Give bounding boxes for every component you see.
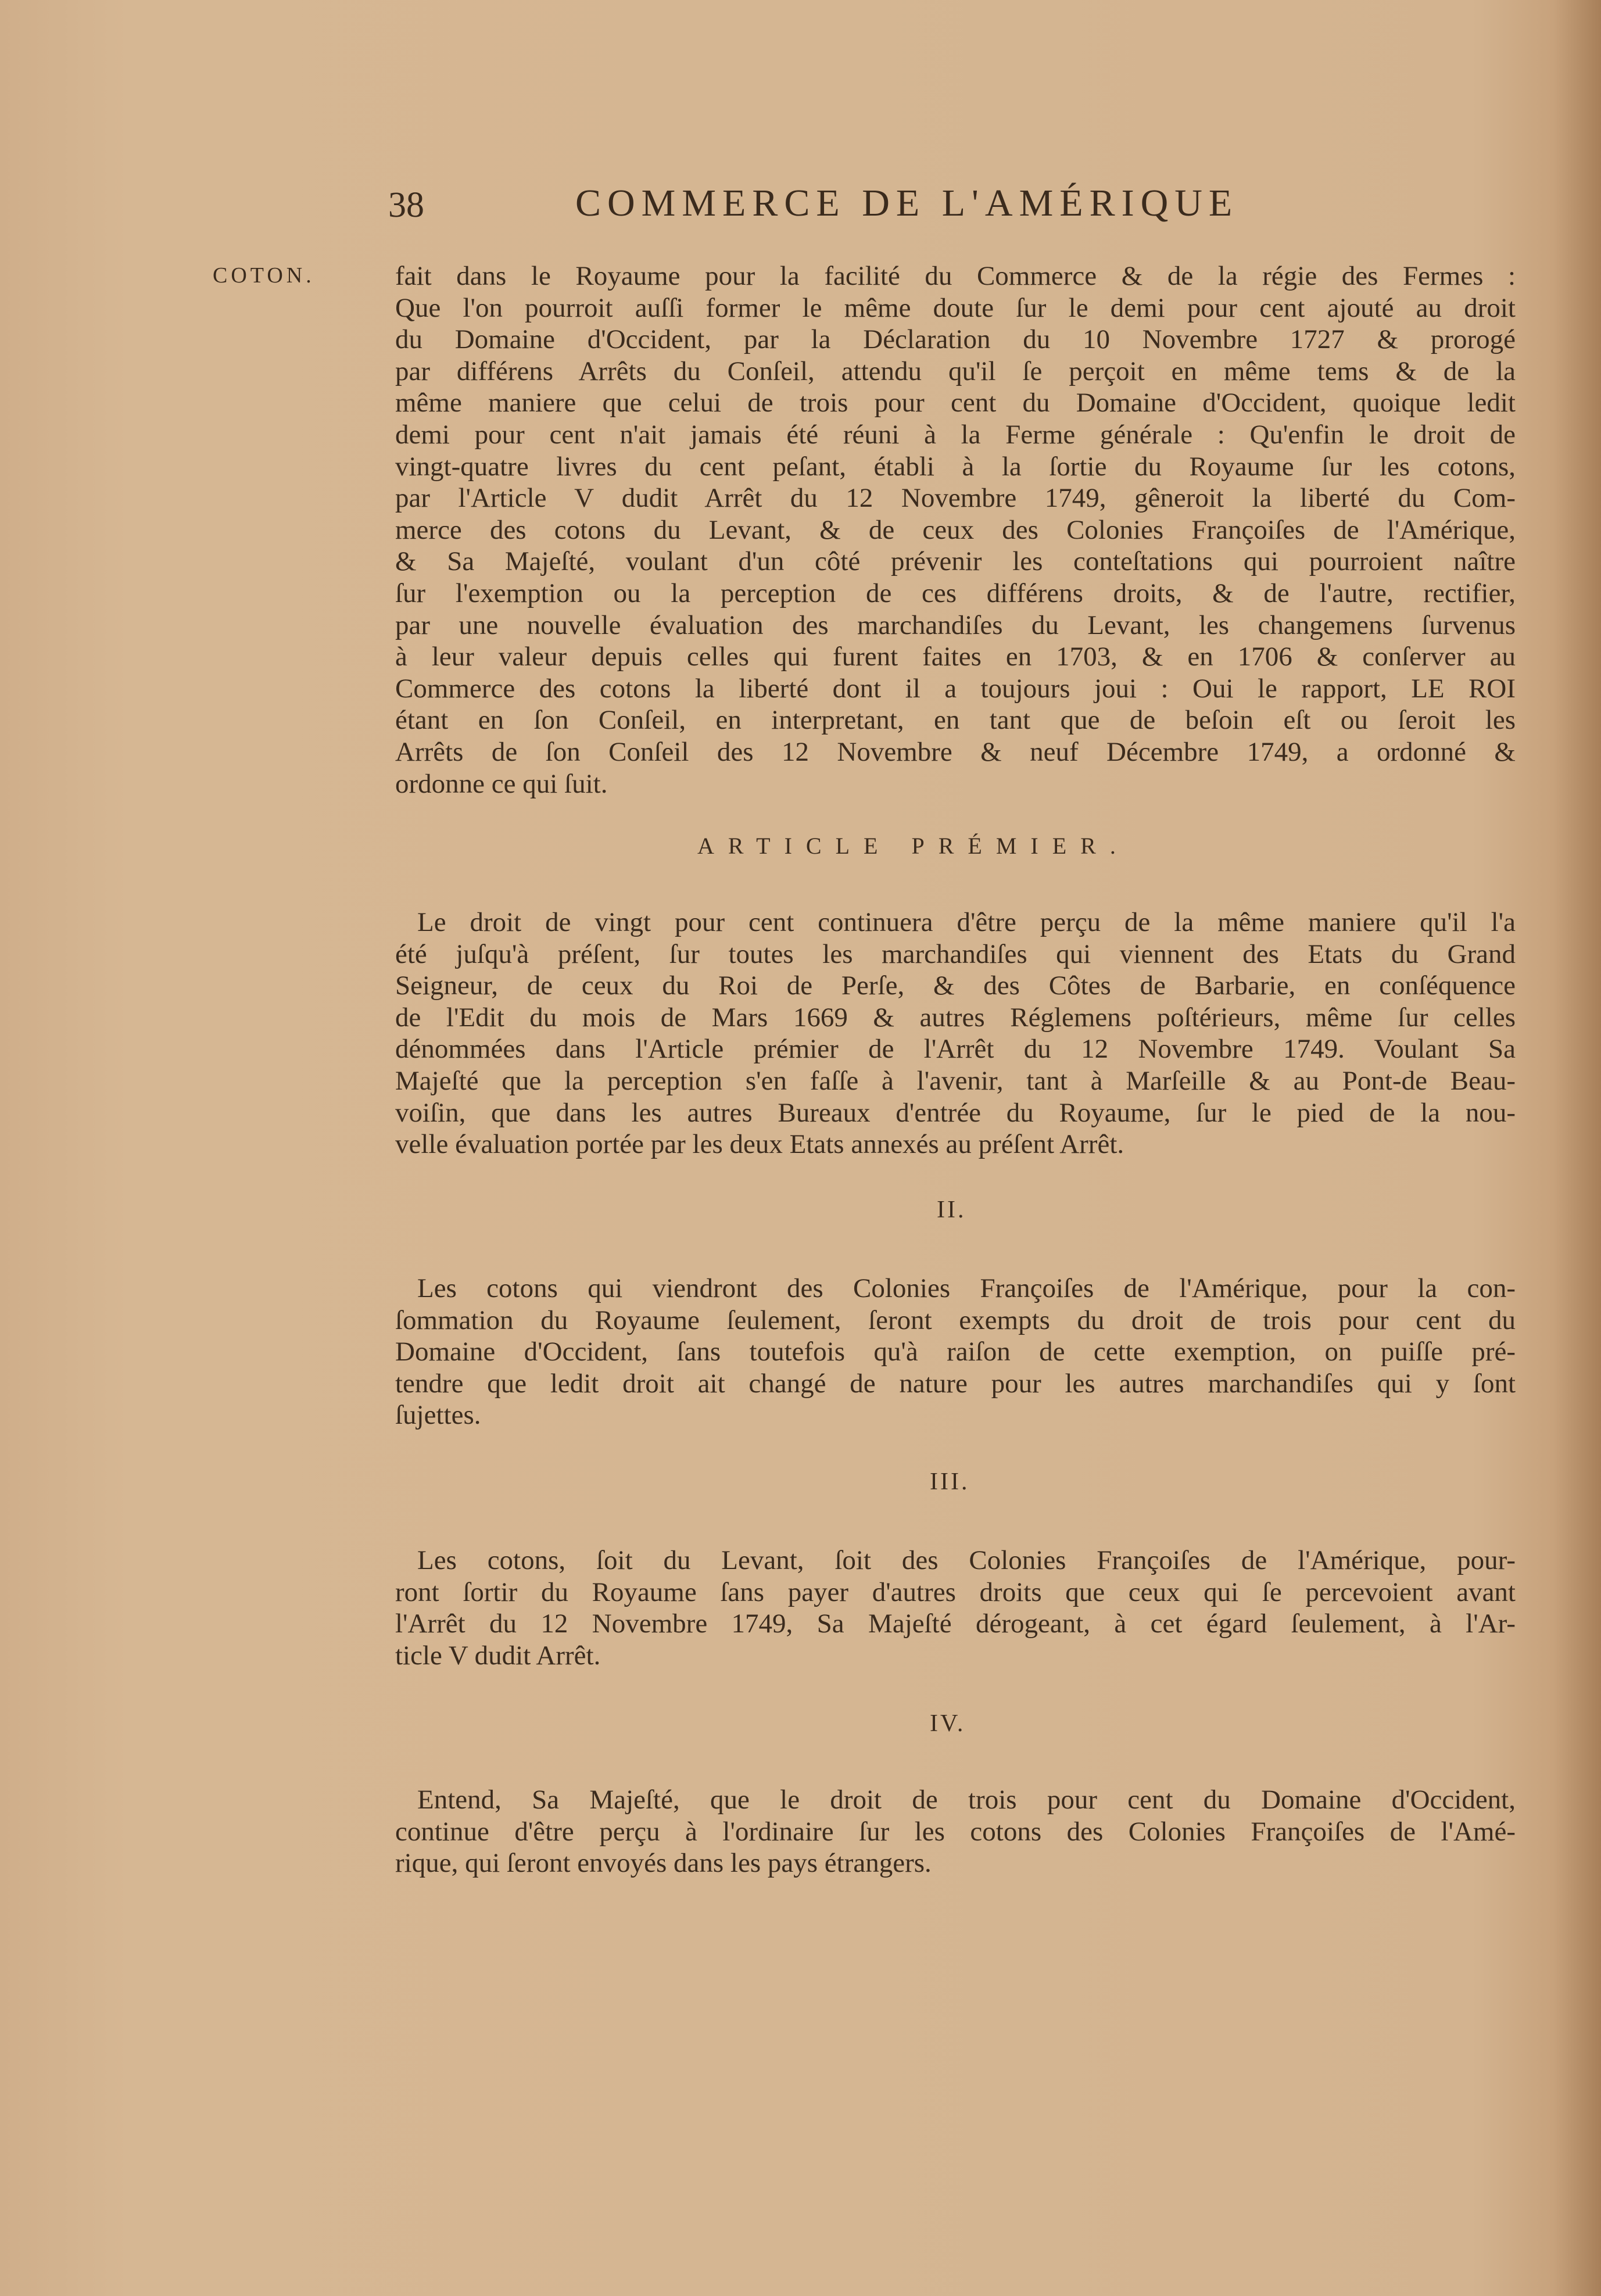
text-line: l'Arrêt du 12 Novembre 1749, Sa Majeſté dérogeant, à cet égard ſeulement, à l'Ar- <box>395 1609 1516 1639</box>
running-title: COMMERCE DE L'AMÉRIQUE <box>575 182 1239 224</box>
article-1-heading: ARTICLE PRÉMIER. <box>697 833 1130 859</box>
text-line: Majeſté que la perception s'en faſſe à l'avenir, tant à Marſeille & au Pont-de Beau- <box>395 1065 1516 1096</box>
text-line: été juſqu'à préſent, ſur toutes les marchandiſes qui viennent des Etats du Grand <box>395 939 1516 969</box>
article-3-heading: III. <box>930 1468 970 1495</box>
text-line: vingt-quatre livres du cent peſant, établi à la ſortie du Royaume ſur les cotons, <box>395 451 1516 482</box>
text-line: Domaine d'Occident, ſans toutefois qu'à raiſon de cette exemption, on puiſſe pré- <box>395 1337 1516 1367</box>
text-line: demi pour cent n'ait jamais été réuni à la Ferme générale : Qu'enfin le droit de <box>395 419 1516 450</box>
text-line: par une nouvelle évaluation des marchandiſes du Levant, les changemens ſurvenus <box>395 610 1516 640</box>
page-number: 38 <box>388 185 424 225</box>
text-line: par l'Article V dudit Arrêt du 12 Novembre 1749, gêneroit la liberté du Com- <box>395 483 1516 514</box>
text-line: dénommées dans l'Article prémier de l'Arrêt du 12 Novembre 1749. Voulant Sa <box>395 1034 1516 1065</box>
text-line: ſur l'exemption ou la perception de ces différens droits, & de l'autre, rectifier, <box>395 578 1516 608</box>
text-line: merce des cotons du Levant, & de ceux des Colonies Françoiſes de l'Amérique, <box>395 514 1516 545</box>
article-4-paragraph <box>395 1784 1516 1879</box>
text-line: tendre que ledit droit ait changé de nature pour les autres marchandiſes qui y ſont <box>395 1368 1516 1399</box>
text-line: ordonne ce qui ſuit. <box>395 768 608 799</box>
article-1-paragraph <box>395 907 1516 1160</box>
text-line: Commerce des cotons la liberté dont il a toujours joui : Oui le rapport, LE ROI <box>395 673 1516 704</box>
text-line: à leur valeur depuis celles qui furent faites en 1703, & en 1706 & conſerver au <box>395 642 1516 672</box>
article-4-heading: IV. <box>930 1710 966 1737</box>
text-line: de l'Edit du mois de Mars 1669 & autres Réglemens poſtérieurs, même ſur celles <box>395 1002 1516 1033</box>
text-line: & Sa Majeſté, voulant d'un côté prévenir les conteſtations qui pourroient naître <box>395 546 1516 577</box>
preamble-paragraph <box>395 260 1516 800</box>
text-line: Les cotons, ſoit du Levant, ſoit des Colonies Françoiſes de l'Amérique, pour- <box>417 1545 1516 1575</box>
text-line: Seigneur, de ceux du Roi de Perſe, & des Côtes de Barbarie, en conſéquence <box>395 970 1516 1001</box>
text-line: ſujettes. <box>395 1400 481 1431</box>
text-line: étant en ſon Conſeil, en interpretant, en tant que de beſoin eſt ou ſeroit les <box>395 705 1516 736</box>
text-line: Entend, Sa Majeſté, que le droit de trois pour cent du Domaine d'Occident, <box>417 1785 1516 1815</box>
text-line: ront ſortir du Royaume ſans payer d'autres droits que ceux qui ſe percevoient avant <box>395 1577 1516 1607</box>
text-line: fait dans le Royaume pour la facilité du Commerce & de la régie des Fermes : <box>395 261 1516 291</box>
text-line: ticle V dudit Arrêt. <box>395 1640 601 1671</box>
text-line: Les cotons qui viendront des Colonies Françoiſes de l'Amérique, pour la con- <box>417 1273 1516 1303</box>
text-line: du Domaine d'Occident, par la Déclaration du 10 Novembre 1727 & prorogé <box>395 324 1516 355</box>
text-line: par différens Arrêts du Conſeil, attendu qu'il ſe perçoit en même tems & de la <box>395 356 1516 386</box>
text-line: Que l'on pourroit auſſi former le même doute ſur le demi pour cent ajouté au droit <box>395 292 1516 323</box>
text-line: même maniere que celui de trois pour cent du Domaine d'Occident, quoique ledit <box>395 388 1516 418</box>
article-2-heading: II. <box>937 1197 966 1223</box>
text-line: Le droit de vingt pour cent continuera d'être perçu de la même maniere qu'il l'a <box>417 907 1516 937</box>
text-line: ſommation du Royaume ſeulement, ſeront exempts du droit de trois pour cent du <box>395 1305 1516 1335</box>
text-line: rique, qui ſeront envoyés dans les pays étrangers. <box>395 1848 932 1879</box>
article-3-paragraph <box>395 1545 1516 1671</box>
margin-note: COTON. <box>213 263 315 288</box>
text-line: continue d'être perçu à l'ordinaire ſur les cotons des Colonies Françoiſes de l'Amé- <box>395 1816 1516 1847</box>
article-2-paragraph <box>395 1273 1516 1431</box>
text-line: velle évaluation portée par les deux Etats annexés au préſent Arrêt. <box>395 1129 1124 1160</box>
text-line: Arrêts de ſon Conſeil des 12 Novembre & neuf Décembre 1749, a ordonné & <box>395 736 1516 767</box>
text-line: voiſin, que dans les autres Bureaux d'entrée du Royaume, ſur le pied de la nou- <box>395 1097 1516 1128</box>
